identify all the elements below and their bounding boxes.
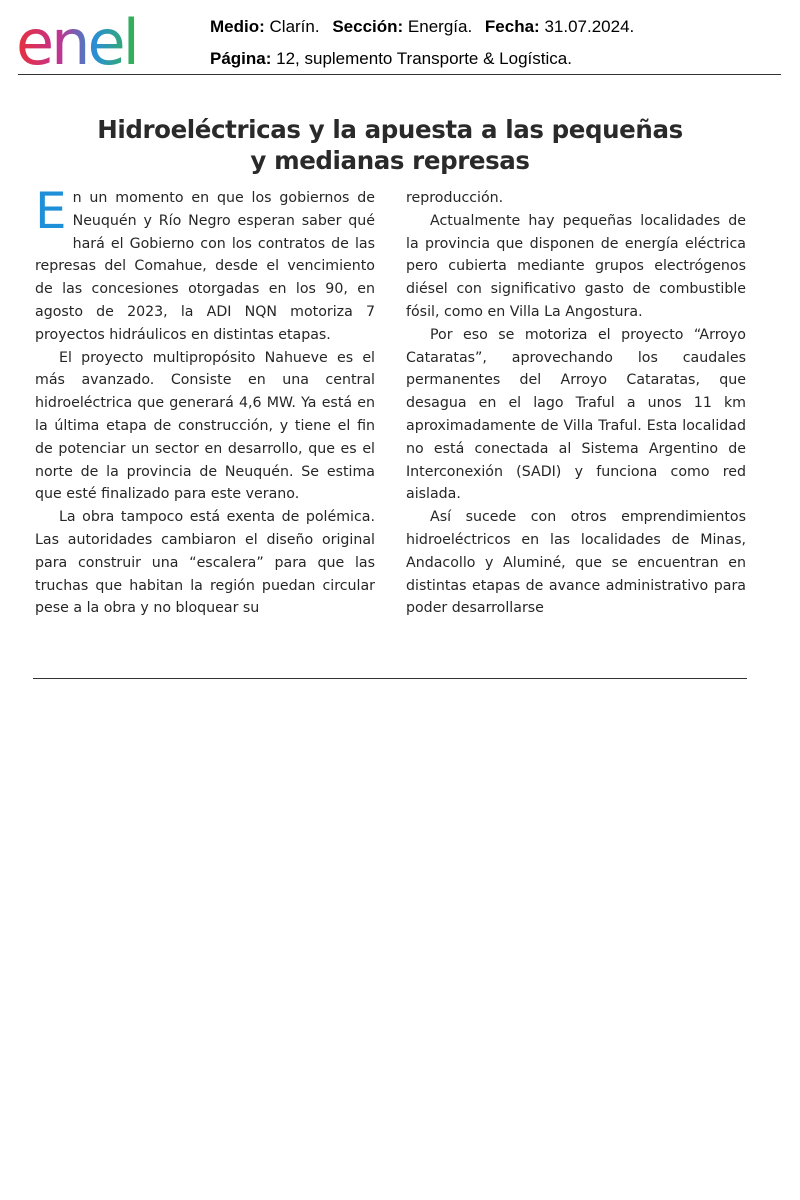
- enel-logo-graphic: [16, 8, 178, 70]
- article-bottom-divider: [33, 678, 747, 679]
- article-column-left: [35, 182, 375, 620]
- svg-text:enel: enel: [16, 8, 137, 70]
- headline-line-1: Hidroeléctricas y la apuesta a las pequeñas: [97, 115, 683, 145]
- pagina-value: 12, suplemento Transporte & Logística.: [276, 49, 572, 68]
- enel-logo: [16, 8, 178, 70]
- fecha-label: Fecha:: [484, 17, 540, 36]
- fecha-value: 31.07.2024.: [544, 17, 635, 36]
- metadata-row-2: [210, 43, 634, 75]
- pagina-label: Página:: [210, 49, 272, 68]
- paragraph-3-continuation: reproducción.: [406, 190, 504, 206]
- seccion-label: Sección:: [332, 17, 404, 36]
- press-metadata: [210, 11, 634, 75]
- paragraph-2: El proyecto multipropósito Nahueve es el más avanzado. Consiste en una central hidroeléctrica que generará 4,6 MW. Ya está en la última etapa de construcción, y tiene el fin de potenciar un sector en desarrollo, que es el norte de la provincia de Neuquén. Se estima que esté finalizado para este verano.: [35, 349, 375, 503]
- medio-value: Clarín.: [269, 17, 320, 36]
- paragraph-4: Actualmente hay pequeñas localidades de la provincia que disponen de energía eléctrica pero cubierta mediante grupos electrógenos diésel con significativo gasto de combustible fósil, como en Villa La Angostura.: [406, 212, 746, 320]
- header-divider: [18, 74, 781, 75]
- medio-label: Medio:: [210, 17, 265, 36]
- drop-cap: E: [35, 182, 67, 240]
- paragraph-1-text: n un momento en que los gobiernos de Neuquén y Río Negro esperan saber qué hará el Gobierno con los contratos de las represas del Comahue, desde el vencimiento de las concesiones otorgadas en los 90, en agosto de 2023, la ADI NQN motoriza 7 proyectos hidráulicos en distintas etapas.: [35, 190, 375, 343]
- paragraph-6: Así sucede con otros emprendimientos hidroeléctricos en las localidades de Minas, Andacollo y Aluminé, que se encuentran en distintas etapas de avance administrativo para poder desarrollarse: [406, 509, 746, 617]
- paragraph-5: Por eso se motoriza el proyecto “Arroyo Cataratas”, aprovechando los caudales permanentes del Arroyo Cataratas, que desagua en el lago Traful a unos 11 km aproximadamente de Villa Traful. Esta localidad no está conectada al Sistema Argentino de Interconexión (SADI) y funciona como red aislada.: [406, 326, 746, 503]
- headline-line-2: y medianas represas: [250, 146, 530, 176]
- seccion-value: Energía.: [407, 17, 473, 36]
- paragraph-1: [35, 182, 375, 347]
- paragraph-3: La obra tampoco está exenta de polémica. Las autoridades cambiaron el diseño original para construir una “escalera” para que las truchas que habitan la región puedan circular pese a la obra y no bloquear su: [35, 509, 375, 617]
- metadata-row-1: [210, 11, 634, 43]
- article-column-right: [406, 187, 746, 620]
- article-headline: [40, 114, 740, 176]
